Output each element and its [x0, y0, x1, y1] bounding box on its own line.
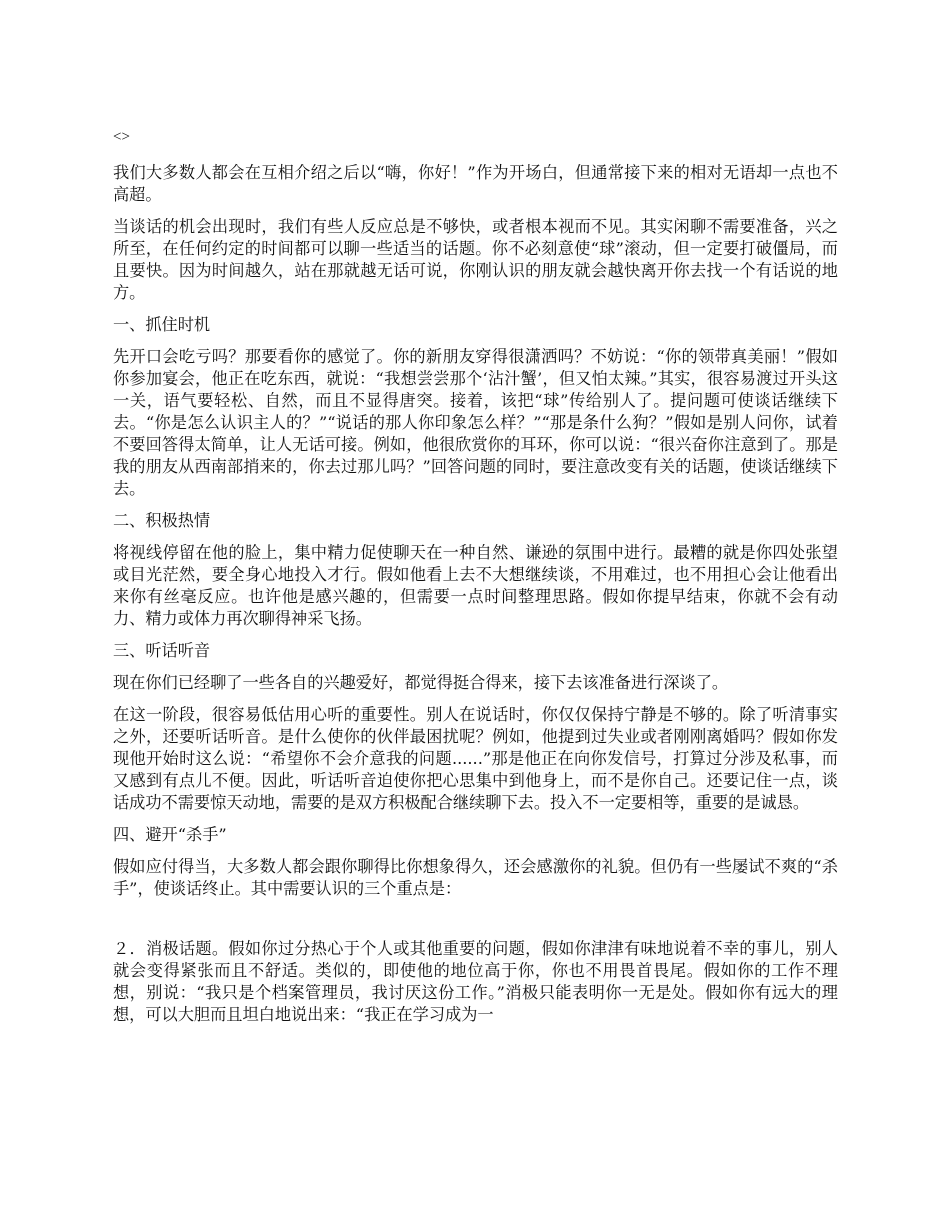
intro-paragraph: 我们大多数人都会在互相介绍之后以“嗨，你好！”作为开场白，但通常接下来的相对无语却一点也不高超。	[113, 163, 838, 204]
paragraph: 现在你们已经聊了一些各自的兴趣爱好，都觉得挺合得来，接下去该准备进行深谈了。	[113, 673, 729, 692]
paragraph: 在这一阶段，很容易低估用心听的重要性。别人在说话时，你仅仅保持宁静是不够的。除了听清事实之外，还要听话听音。是什么使你的伙伴最困扰呢？例如，他提到过失业或者刚刚离婚吗？假如你发现他开始时这么说：“希望你不会介意我的问题......”那是他正在向你发信号，打算过分涉及私事，而又感到有点儿不便。因此，听话听音迫使你把心思集中到他身上，而不是你自己。还要记住一点，谈话成功不需要惊天动地，需要的是双方积极配合继续聊下去。投入不一定要相等，重要的是诚恳。	[113, 705, 838, 812]
section-heading: 三、听话听音	[113, 641, 211, 660]
document-body	[113, 124, 838, 1036]
paragraph: ２．消极话题。假如你过分热心于个人或其他重要的问题，假如你津津有味地说着不幸的事儿，别人就会变得紧张而且不舒适。类似的，即使他的地位高于你，你也不用畏首畏尾。假如你的工作不理想，别说：“我只是个档案管理员，我讨厌这份工作。”消极只能表明你一无是处。假如你有远大的理想，可以大胆而且坦白地说出来：“我正在学习成为一	[113, 939, 838, 1024]
paragraph: 假如应付得当，大多数人都会跟你聊得比你想象得久，还会感激你的礼貌。但仍有一些屡试不爽的“杀手”，使谈话终止。其中需要认识的三个重点是：	[113, 857, 838, 898]
blank-gap	[113, 910, 838, 938]
section-heading: 四、避开“杀手”	[113, 825, 227, 844]
section-heading: 一、抓住时机	[113, 315, 211, 334]
paragraph: 将视线停留在他的脸上，集中精力促使聊天在一种自然、谦逊的氛围中进行。最糟的就是你四处张望或目光茫然，要全身心地投入才行。假如他看上去不大想继续谈，不用难过，也不用担心会让他看出来你有丝毫反应。也许他是感兴趣的，但需要一点时间整理思路。假如你提早结束，你就不会有动力、精力或体力再次聊得神采飞扬。	[113, 543, 838, 628]
paragraph: 先开口会吃亏吗？那要看你的感觉了。你的新朋友穿得很潇洒吗？不妨说：“你的领带真美丽！”假如你参加宴会，他正在吃东西，就说：“我想尝尝那个‘沾汁蟹’，但又怕太辣。”其实，很容易渡过开头这一关，语气要轻松、自然，而且不显得唐突。接着，该把“球”传给别人了。提问题可使谈话继续下去。“你是怎么认识主人的？”“说话的那人你印象怎么样？”“那是条什么狗？”假如是别人问你，试着不要回答得太简单，让人无话可接。例如，他很欣赏你的耳环，你可以说：“很兴奋你注意到了。那是我的朋友从西南部捎来的，你去过那儿吗？”回答问题的同时，要注意改变有关的话题，使谈话继续下去。	[113, 347, 838, 498]
paragraph: 当谈话的机会出现时，我们有些人反应总是不够快，或者根本视而不见。其实闲聊不需要准备，兴之所至，在任何约定的时间都可以聊一些适当的话题。你不必刻意使“球”滚动，但一定要打破僵局，而且要快。因为时间越久，站在那就越无话可说，你刚认识的朋友就会越快离开你去找一个有话说的地方。	[113, 217, 838, 302]
section-heading: 二、积极热情	[113, 511, 211, 530]
document-marker: <>	[113, 129, 130, 145]
